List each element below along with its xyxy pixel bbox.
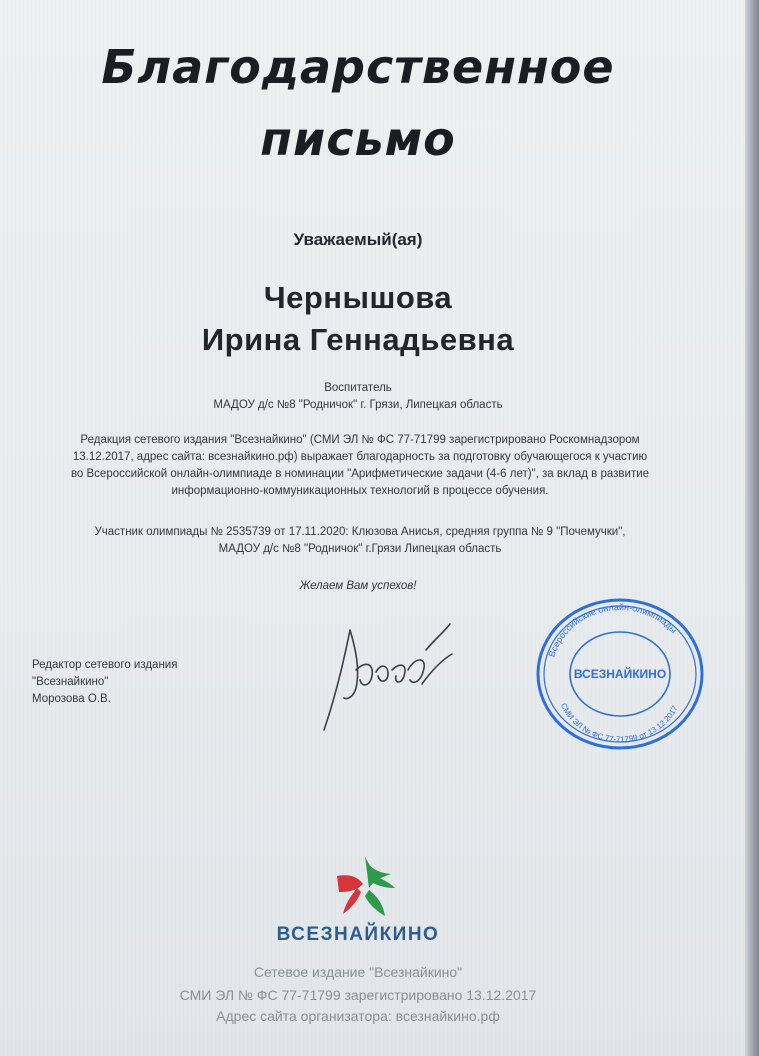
gratitude-line: Редакция сетевого издания "Всезнайкино" (СМИ ЭЛ № ФС 77-71799 зарегистрировано Роскомнадзором [80, 434, 640, 446]
gratitude-text [30, 432, 690, 500]
brand-name: ВСЕЗНАЙКИНО [276, 924, 440, 945]
participant-line: Участник олимпиады № 2535739 от 17.11.2020: Клюзова Анисья, средняя группа № 9 "Почемучки", [94, 526, 626, 538]
stamp-ring-top: Всероссийские онлайн-олимпиады [546, 601, 679, 659]
gratitude-line: 13.12.2017, адрес сайта: всезнайкино.рф) выражает благодарность за подготовку обучающегося к участию [72, 451, 648, 463]
recipient-given-names: Ирина Геннадьевна [201, 322, 515, 357]
official-stamp [532, 596, 708, 752]
footer-publication: Сетевое издание "Всезнайкино" [253, 964, 463, 980]
editor-publication: "Всезнайкино" [32, 676, 109, 688]
editor-block [32, 657, 177, 708]
gratitude-line: информационно-коммуникационных технологий в процессе обучения. [171, 485, 549, 497]
editor-role: Редактор сетевого издания [32, 659, 178, 671]
recipient-position: Воспитатель [324, 382, 392, 394]
editor-name: Морозова О.В. [32, 693, 111, 705]
gratitude-line: во Всероссийской онлайн-олимпиаде в номинации "Арифметические задачи (4-6 лет)", за вклад в развитие [70, 468, 650, 480]
participant-info [30, 524, 690, 558]
recipient-surname: Чернышова [263, 280, 453, 315]
signature-graphic [310, 610, 460, 745]
star-logo-icon [329, 852, 401, 918]
recipient-organization: МАДОУ д/с №8 "Родничок" г. Грязи, Липецкая область [213, 399, 503, 411]
document-title-line2: письмо [260, 112, 456, 166]
participant-line: МАДОУ д/с №8 "Родничок" г.Грязи Липецкая область [218, 543, 502, 555]
stamp-center-text: ВСЕЗНАЙКИНО [573, 667, 667, 681]
document-title-line1: Благодарственное [101, 40, 615, 94]
wish-text: Желаем Вам успехов! [299, 580, 417, 592]
stamp-ring-bottom: СМИ ЭЛ № ФС 77-71799 от 13.12.2017 [558, 701, 680, 745]
greeting: Уважаемый(ая) [293, 230, 423, 249]
footer-website: Адрес сайта организатора: всезнайкино.рф [216, 1008, 500, 1024]
screen-edge [745, 0, 759, 1056]
footer-registration: СМИ ЭЛ № ФС 77-71799 зарегистрировано 13.12.2017 [179, 987, 537, 1003]
